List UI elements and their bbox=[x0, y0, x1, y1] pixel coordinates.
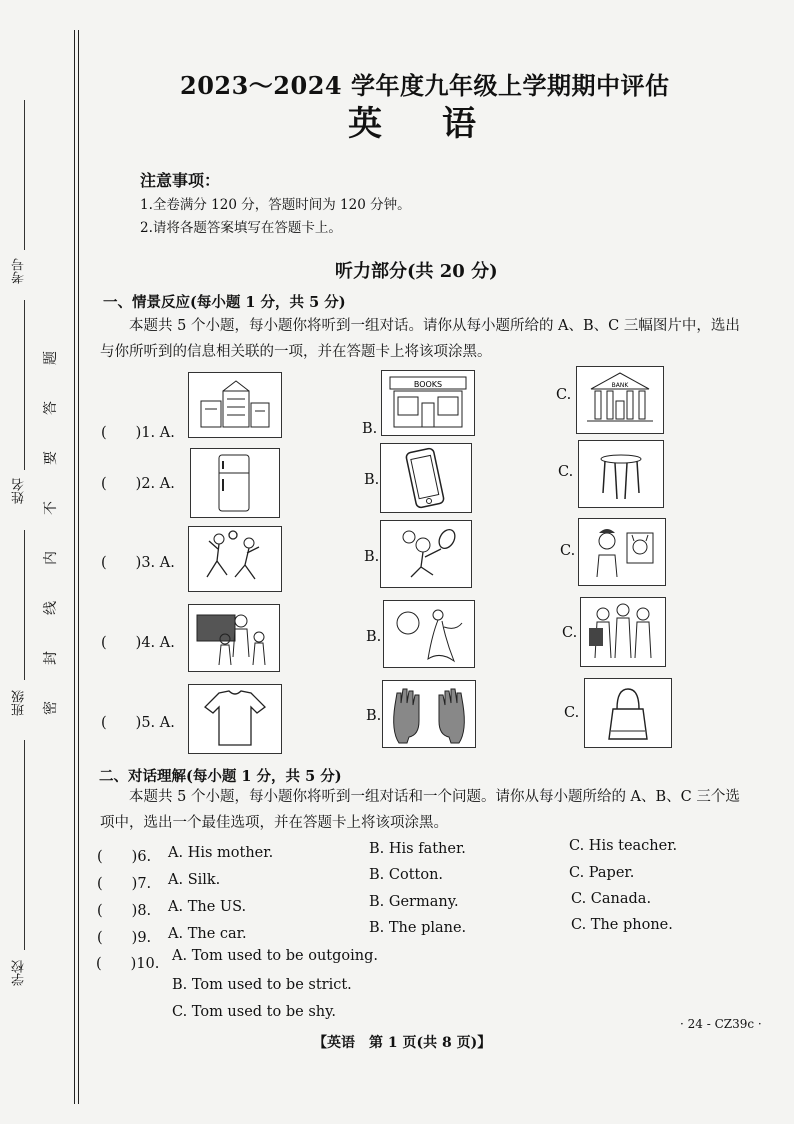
question-number: ( )1. A. bbox=[101, 425, 175, 441]
answer-option: C. His teacher. bbox=[569, 838, 678, 854]
class-label: 班级 bbox=[12, 690, 27, 716]
option-label: C. bbox=[564, 705, 580, 721]
answer-option: C. Canada. bbox=[571, 891, 652, 907]
question-number: ( )6. bbox=[97, 849, 152, 865]
answer-option: A. The US. bbox=[168, 899, 247, 915]
exam-title: 2023～2024 学年度九年级上学期期中评估 bbox=[180, 71, 670, 100]
buildings-icon[interactable] bbox=[188, 372, 282, 438]
moon-lady-icon[interactable] bbox=[383, 600, 475, 668]
answer-option: C. Paper. bbox=[569, 865, 635, 881]
gloves-icon[interactable] bbox=[382, 680, 476, 748]
shirt-icon[interactable] bbox=[188, 684, 282, 754]
answer-option: A. Silk. bbox=[168, 872, 221, 888]
note-item: 1.全卷满分 120 分，答题时间为 120 分钟。 bbox=[140, 197, 411, 213]
group-icon[interactable] bbox=[580, 597, 666, 667]
seal-char: 题 bbox=[43, 351, 59, 365]
question-number: ( )9. bbox=[97, 930, 152, 946]
volleyball-icon[interactable] bbox=[188, 526, 282, 592]
margin-line-inner bbox=[74, 30, 75, 1104]
exam-no-line bbox=[24, 100, 25, 250]
question-number: ( )3. A. bbox=[101, 555, 175, 571]
answer-option: C. Tom used to be shy. bbox=[172, 1004, 336, 1020]
question-number: ( )5. A. bbox=[101, 715, 175, 731]
bookstore-sign: BOOKS bbox=[413, 380, 443, 389]
seal-char: 内 bbox=[43, 551, 59, 565]
bank-icon[interactable] bbox=[576, 366, 664, 434]
option-label: B. bbox=[366, 708, 382, 724]
subject-title: 英语 bbox=[348, 104, 536, 144]
option-label: B. bbox=[364, 549, 380, 565]
bookstore-icon[interactable] bbox=[381, 370, 475, 436]
boy-dog-icon[interactable] bbox=[578, 518, 666, 586]
answer-option: B. His father. bbox=[369, 841, 466, 857]
section1-instructions: 本题共 5 个小题，每小题你将听到一组对话。请你从每小题所给的 A、B、C 三幅图片中，选出与你所听到的信息相关联的一项，并在答题卡上将该项涂黑。 bbox=[100, 318, 740, 360]
answer-option: A. His mother. bbox=[168, 845, 274, 861]
question-number: ( )7. bbox=[97, 876, 152, 892]
option-label: C. bbox=[558, 464, 574, 480]
option-label: B. bbox=[362, 421, 378, 437]
answer-option: A. Tom used to be outgoing. bbox=[172, 948, 378, 964]
seal-char: 要 bbox=[43, 451, 59, 465]
answer-option: B. Cotton. bbox=[369, 867, 444, 883]
school-label: 学校 bbox=[12, 960, 27, 986]
note-item: 2.请将各题答案填写在答题卡上。 bbox=[140, 220, 342, 236]
answer-option: B. The plane. bbox=[369, 920, 467, 936]
option-label: B. bbox=[364, 472, 380, 488]
family-icon[interactable] bbox=[188, 604, 280, 672]
option-label: B. bbox=[366, 629, 382, 645]
answer-option: B. Tom used to be strict. bbox=[172, 977, 352, 993]
seal-char: 不 bbox=[43, 501, 59, 515]
seal-char: 答 bbox=[43, 401, 59, 415]
question-number: ( )2. A. bbox=[101, 476, 175, 492]
page-footer: 【英语 第 1 页(共 8 页)】 bbox=[313, 1035, 492, 1051]
section1-heading: 一、情景反应(每小题 1 分，共 5 分) bbox=[103, 294, 346, 311]
name-label: 姓名 bbox=[12, 478, 27, 504]
seal-char: 密 bbox=[43, 701, 59, 715]
question-number: ( )8. bbox=[97, 903, 152, 919]
exam-no-label: 考号 bbox=[12, 258, 27, 284]
table-icon[interactable] bbox=[578, 440, 664, 508]
phone-icon[interactable] bbox=[380, 443, 472, 513]
bank-sign: BANK bbox=[611, 382, 629, 389]
handbag-icon[interactable] bbox=[584, 678, 672, 748]
class-line bbox=[24, 530, 25, 680]
school-line bbox=[24, 740, 25, 950]
seal-char: 线 bbox=[43, 601, 59, 615]
option-label: C. bbox=[562, 625, 578, 641]
margin-line-outer bbox=[78, 30, 79, 1104]
answer-option: A. The car. bbox=[168, 926, 247, 942]
paper-code: · 24 - CZ39c · bbox=[680, 1017, 762, 1031]
seal-char: 封 bbox=[43, 651, 59, 665]
name-line bbox=[24, 300, 25, 470]
listening-heading: 听力部分(共 20 分) bbox=[335, 261, 498, 282]
option-label: C. bbox=[560, 543, 576, 559]
notes-heading: 注意事项： bbox=[140, 171, 221, 190]
section2-instructions: 本题共 5 个小题，每小题你将听到一组对话和一个问题。请你从每小题所给的 A、B、C 三个选项中，选出一个最佳选项，并在答题卡上将该项涂黑。 bbox=[100, 789, 740, 831]
fridge-icon[interactable] bbox=[190, 448, 280, 518]
answer-option: B. Germany. bbox=[369, 894, 459, 910]
section2-heading: 二、对话理解(每小题 1 分，共 5 分) bbox=[99, 768, 342, 785]
option-label: C. bbox=[556, 387, 572, 403]
question-number: ( )10. bbox=[96, 956, 160, 972]
question-number: ( )4. A. bbox=[101, 635, 175, 651]
answer-option: C. The phone. bbox=[571, 917, 673, 933]
tennis-icon[interactable] bbox=[380, 520, 472, 588]
